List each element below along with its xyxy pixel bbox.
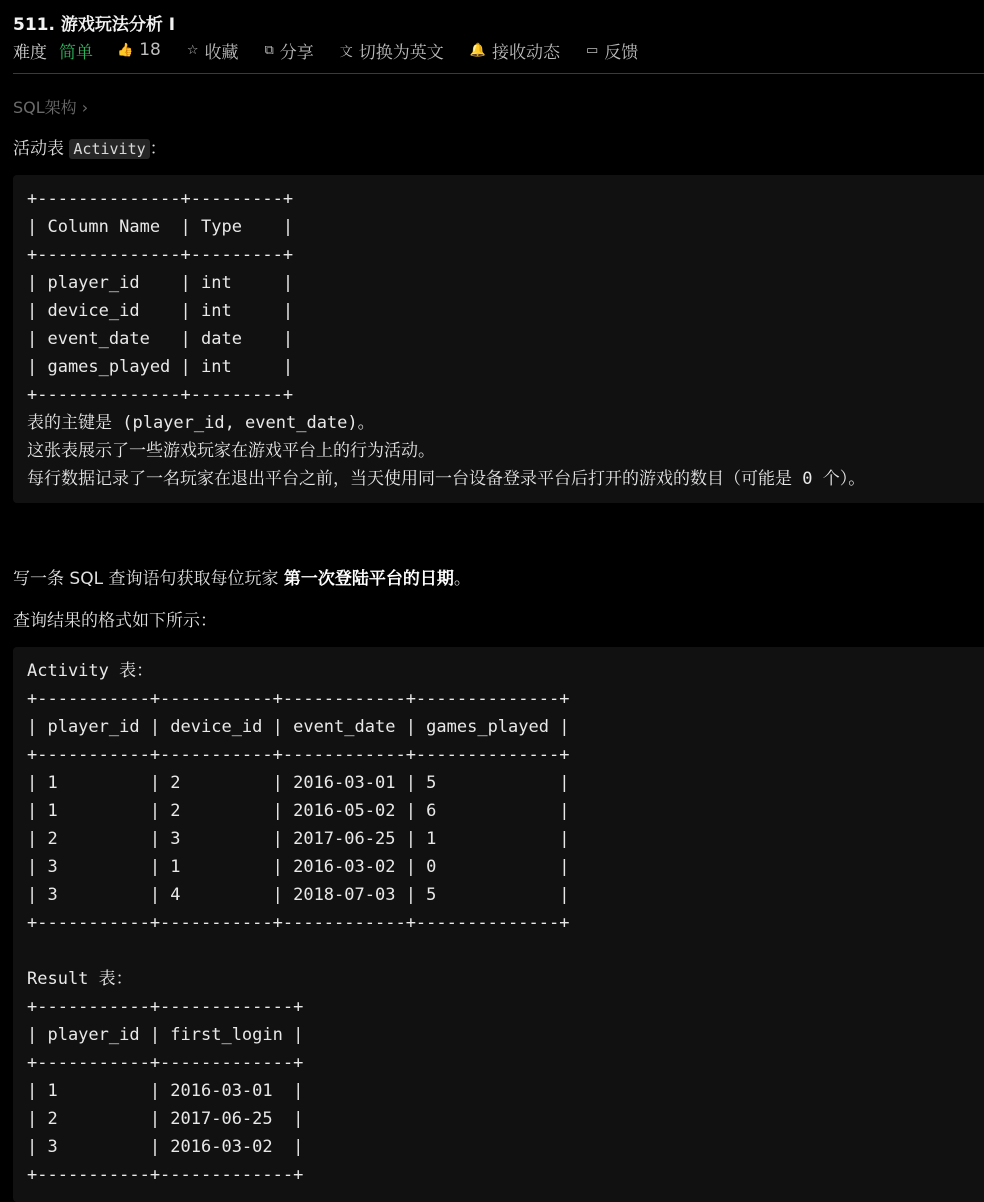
switch-language-button[interactable] (340, 38, 444, 63)
favorite-label: 收藏 (204, 42, 239, 63)
thumbs-up-icon: 👍 (117, 42, 134, 58)
like-count: 18 (139, 40, 161, 60)
table-intro-suffix: ： (149, 139, 167, 159)
task-suffix: 。 (453, 569, 471, 589)
feedback-icon: ▭ (585, 42, 599, 58)
result-format-text: 查询结果的格式如下所示： (13, 611, 217, 631)
breadcrumb-sql-architecture[interactable]: SQL架构 › (13, 98, 89, 117)
follow-updates-label: 接收动态 (491, 42, 560, 63)
example-text: Activity 表： +-----------+-----------+------------+--------------+ | player_id | device_id | event_date | games_played | +-----------+-----------+------------+--------------+ | 1 | 2 | 2016-03-01 | 5 | | 1 | 2 | 2016-05-02 | 6 | | 2 | 3 | 2017-06-25 | 1 | | 3 | 1 | 2016-03-02 | 0 | | 3 | 4 | 2018-07-03 | 5 | +-----------+-----------+------------+--------------+ Result 表： +-----------+-------------+ | player_id | first_login | +-----------+-------------+ | 1 | 2016-03-01 | | 2 | 2017-06-25 | | 3 | 2016-03-02 | +-----------+-------------+ (27, 661, 570, 1185)
table-intro-prefix: 活动表 (13, 139, 70, 159)
problem-meta-bar (13, 38, 664, 62)
follow-updates-button[interactable] (470, 38, 560, 63)
share-label: 分享 (279, 42, 314, 63)
task-description (13, 564, 471, 589)
like-button[interactable] (117, 40, 161, 60)
problem-title: 511. 游戏玩法分析 I (13, 15, 176, 35)
example-code-block (13, 647, 984, 1202)
feedback-button[interactable] (586, 38, 638, 63)
schema-text: +--------------+---------+ | Column Name | Type | +--------------+---------+ | player_id | int | | device_id | int | | event_date | date | | games_played | int | +--------------+---------+ 表的主键是 (player_id, event_date)。 这张表展示了一些游戏玩家在游戏平台上的行为活动。 每行数据记录了一名玩家在退出平台之前，当天使用同一台设备登录平台后打开的游戏的数目（可能是 0 个）。 (27, 189, 866, 489)
table-intro (13, 134, 167, 159)
difficulty-badge: 简单 (59, 42, 93, 63)
bell-icon: 🔔 (469, 42, 486, 58)
share-button[interactable] (264, 38, 313, 63)
task-emphasis: 第一次登陆平台的日期 (283, 569, 454, 589)
table-name-code: Activity (69, 139, 149, 159)
difficulty-label: 难度 (13, 42, 47, 63)
task-prefix: 写一条 SQL 查询语句获取每位玩家 (13, 569, 284, 589)
schema-code-block (13, 175, 984, 503)
translate-icon: 文 (339, 44, 353, 60)
feedback-label: 反馈 (604, 42, 639, 63)
favorite-button[interactable] (187, 38, 239, 63)
star-icon: ☆ (186, 42, 199, 58)
share-icon: ⧉ (264, 42, 274, 58)
header-divider (13, 73, 984, 74)
switch-language-label: 切换为英文 (358, 42, 444, 63)
